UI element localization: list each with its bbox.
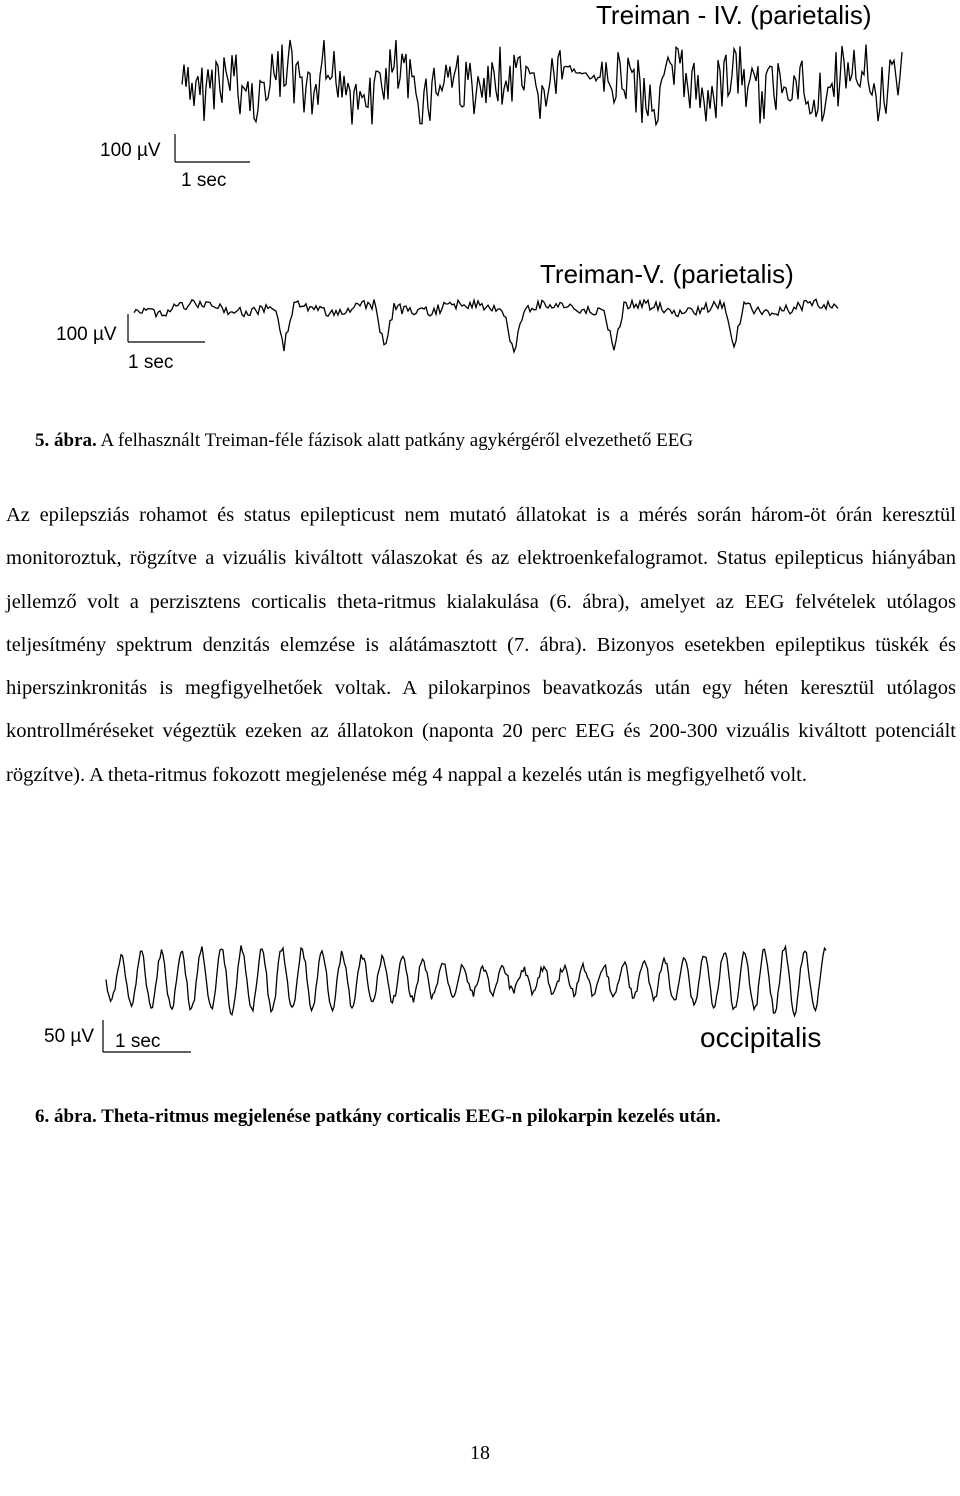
time-scale-label-a: 1 sec xyxy=(181,170,227,191)
voltage-scale-label-a: 100 µV xyxy=(100,140,161,161)
time-scale-label-b: 1 sec xyxy=(128,352,174,373)
body-paragraph-text: Az epilepsziás rohamot és status epilepticust nem mutató állatokat is a mérés során három-öt órán keresztül monitoroztuk, rögzítve a vizuális kiváltott válaszokat és az elektroenkefalogramot. Status epilepticus hiányában jellemző volt a perzisztens corticalis theta-ritmus kialakulása (6. ábra), amelyet az EEG felvételek utólagos teljesítmény spektrum denzitás elemzése is alátámasztott (7. ábra). Bizonyos esetekben epileptikus tüskék és hiperszinkronitás is megfigyelhetőek voltak. A pilokarpinos beavatkozás után egy héten keresztül utólagos kontrollméréseket végeztük ezeken az állatokon (naponta 20 perc EEG és 200-300 vizuális kiváltott potenciált rögzítve). A theta-ritmus fokozott megjelenése még 4 nappal a kezelés után is megfigyelhető volt. xyxy=(6,504,956,786)
voltage-scale-label-b: 100 µV xyxy=(56,324,117,345)
figure5-panel-a-title: Treiman - IV. (parietalis) xyxy=(596,0,872,30)
figure5-caption-label: 5. ábra. xyxy=(35,430,97,451)
eeg-trace-treiman-v xyxy=(134,290,844,360)
figure5-caption xyxy=(35,430,693,452)
body-paragraph xyxy=(6,494,956,797)
figure6-caption: 6. ábra. Theta-ritmus megjelenése patkány corticalis EEG-n pilokarpin kezelés után. xyxy=(35,1106,721,1127)
region-label-occipitalis: occipitalis xyxy=(700,1022,822,1053)
page-number: 18 xyxy=(470,1442,490,1464)
figure5-panel-b-title: Treiman-V. (parietalis) xyxy=(540,259,794,289)
time-scale-label-figure6: 1 sec xyxy=(115,1031,161,1052)
eeg-trace-treiman-iv xyxy=(182,40,902,160)
scale-bar-panel-a xyxy=(174,134,254,164)
voltage-scale-label-figure6: 50 µV xyxy=(44,1026,95,1047)
figure5-caption-text: A felhasznált Treiman-féle fázisok alatt patkány agykérgéről elvezethető EEG xyxy=(96,430,694,451)
eeg-trace-occipitalis xyxy=(106,940,831,1020)
scale-bar-panel-b xyxy=(127,314,207,346)
